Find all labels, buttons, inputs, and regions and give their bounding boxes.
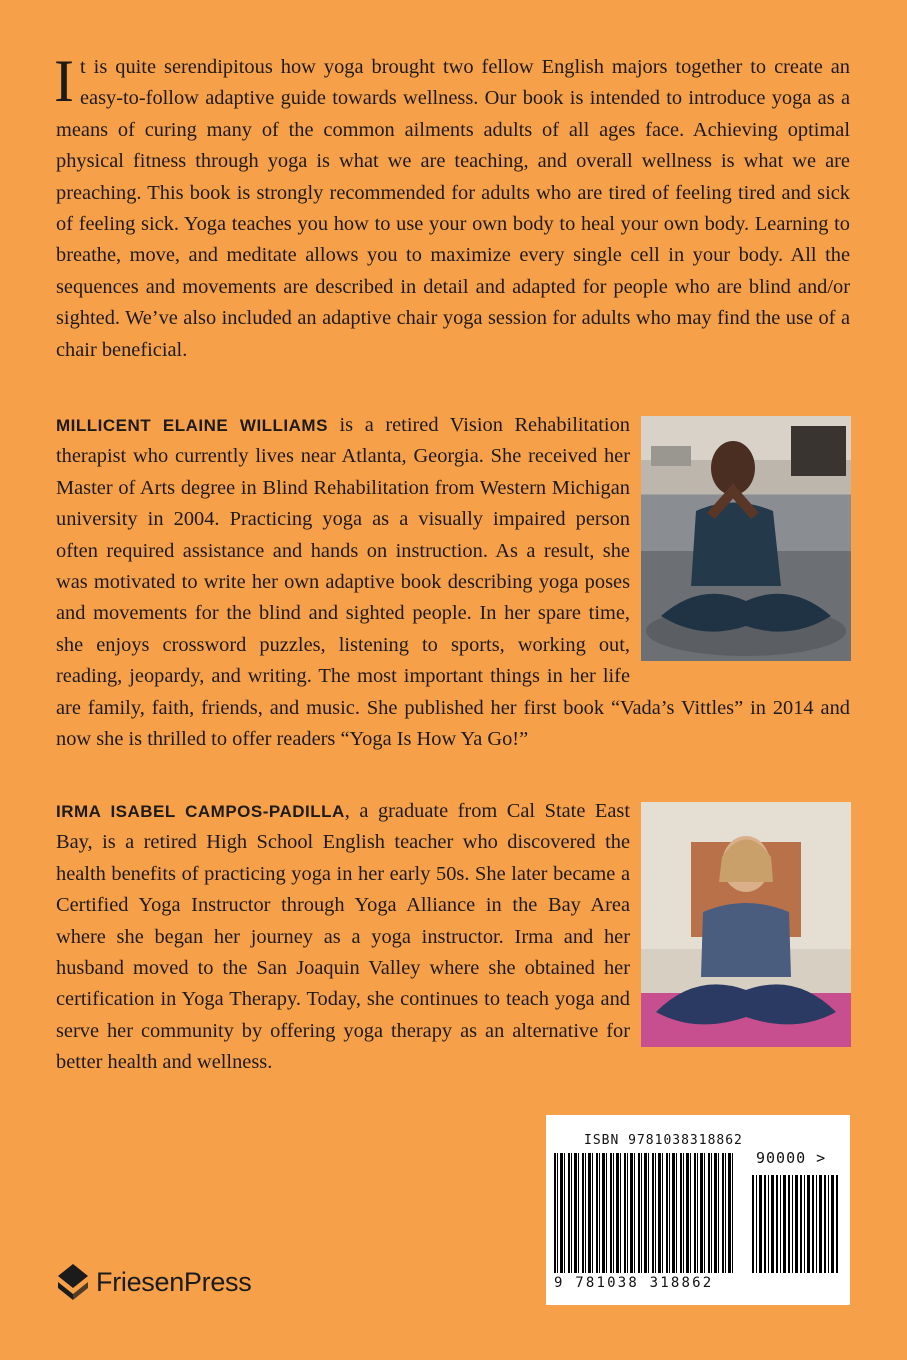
- author-name: IRMA ISABEL CAMPOS-PADILLA: [56, 802, 345, 821]
- photo-spacer: [630, 410, 850, 662]
- publisher-logo: [56, 1262, 251, 1302]
- ean-digits: 9 781038 318862: [554, 1275, 714, 1291]
- intro-paragraph: [54, 48, 850, 366]
- intro-text: t is quite serendipitous how yoga brought two fellow English majors together to create an easy-to-follow adaptive guide towards wellness. Our book is intended to introduce yoga as a means of curing many of the common ailments adults of all ages face. Achieving optimal physical fitness through yoga is what we are teaching, and overall wellness is what we are preaching. This book is strongly recommended for adults who are tired of feeling tired and sick of feeling sick. Yoga teaches you how to use your own body to heal your own body. Learning to breathe, move, and meditate allows you to maximize every single cell in your body. All the sequences and movements are described in detail and adapted for people who are blind and/or sighted. We’ve also included an adaptive chair yoga session for adults who may find the use of a chair beneficial.: [56, 56, 850, 361]
- isbn-label: ISBN 9781038318862: [584, 1133, 743, 1148]
- author-name: MILLICENT ELAINE WILLIAMS: [56, 416, 328, 435]
- author-bio-millicent: [56, 410, 850, 755]
- drop-cap: I: [54, 48, 74, 114]
- price-code: 90000 >: [756, 1149, 827, 1167]
- addon-barcode-bars: [752, 1175, 840, 1273]
- author-bio-text: is a retired Vision Rehabilitation therapist who currently lives near Atlanta, Georgia. She received her Master of Arts degree in Blind Rehabilitation from Western Michigan university in 2004. Practicing yoga as a visually impaired person often required assistance and hands on instruction. As a result, she was motivated to write her own adaptive book describing yoga poses and movements for the blind and sighted people. In her spare time, she enjoys crossword puzzles, listening to sports, working out, reading, jeopardy, and writing. The most important things in her life are family, faith, friends, and music. She published her first book “Vada’s Vittles” in 2014 and now she is thrilled to offer readers “Yoga Is How Ya Go!”: [56, 414, 850, 751]
- photo-spacer: [630, 796, 850, 1048]
- author-bio-text: , a graduate from Cal State East Bay, is a retired High School English teacher who discovered the health benefits of practicing yoga in her early 50s. She later became a Certified Yoga Instructor through Yoga Alliance in the Bay Area where she began her journey as a yoga instructor. Irma and her husband moved to the San Joaquin Valley where she obtained her certification in Yoga Therapy. Today, she continues to teach yoga and serve her community by offering yoga therapy as an alternative for better health and wellness.: [56, 800, 630, 1074]
- isbn-barcode: [546, 1115, 850, 1305]
- friesenpress-mark-icon: [56, 1262, 90, 1302]
- author-bio-irma: [56, 796, 850, 1079]
- barcode-bars: [554, 1153, 734, 1273]
- publisher-name: FriesenPress: [96, 1266, 252, 1297]
